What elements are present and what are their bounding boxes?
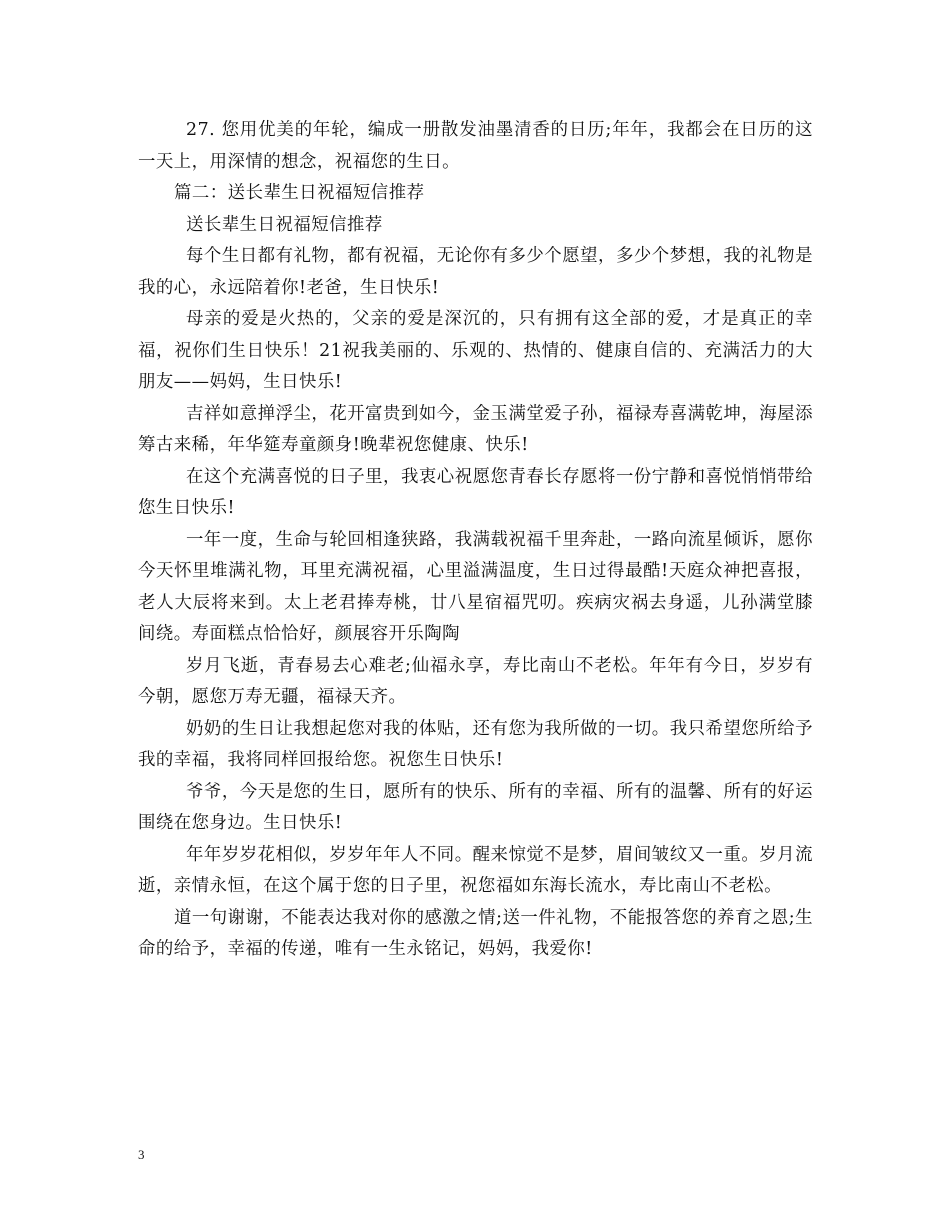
- page-number: 3: [138, 1147, 145, 1162]
- paragraph: 岁月飞逝，青春易去心难老;仙福永享，寿比南山不老松。年年有今日，岁岁有今朝，愿您万寿无疆，福禄天齐。: [138, 655, 813, 707]
- paragraph: 道一句谢谢，不能表达我对你的感激之情;送一件礼物，不能报答您的养育之恩;生命的给予，幸福的传递，唯有一生永铭记，妈妈，我爱你!: [138, 907, 813, 959]
- paragraph-27: 27. 您用优美的年轮，编成一册散发油墨清香的日历;年年，我都会在日历的这一天上，用深情的想念，祝福您的生日。: [138, 120, 813, 172]
- paragraph: 爷爷，今天是您的生日，愿所有的快乐、所有的幸福、所有的温馨、所有的好运围绕在您身边。生日快乐!: [138, 781, 813, 833]
- paragraph: 奶奶的生日让我想起您对我的体贴，还有您为我所做的一切。我只希望您所给予我的幸福，我将同样回报给您。祝您生日快乐!: [138, 718, 813, 770]
- paragraph: 在这个充满喜悦的日子里，我衷心祝愿您青春长存愿将一份宁静和喜悦悄悄带给您生日快乐!: [138, 466, 813, 518]
- paragraph: 吉祥如意掸浮尘，花开富贵到如今，金玉满堂爱子孙，福禄寿喜满乾坤，海屋添筹古来稀，年华筵寿童颜身!晚辈祝您健康、快乐!: [138, 403, 813, 455]
- document-body: [138, 115, 813, 966]
- section-heading: 篇二：送长辈生日祝福短信推荐: [174, 183, 425, 203]
- paragraph: 一年一度，生命与轮回相逢狭路，我满载祝福千里奔赴，一路向流星倾诉，愿你今天怀里堆满礼物，耳里充满祝福，心里溢满温度，生日过得最酷!天庭众神把喜报，老人大辰将来到。太上老君捧寿桃，廿八星宿福咒叨。疾病灾祸去身遥，儿孙满堂膝间绕。寿面糕点恰恰好，颜展容开乐陶陶: [138, 529, 813, 644]
- paragraph: 每个生日都有礼物，都有祝福，无论你有多少个愿望，多少个梦想，我的礼物是我的心，永远陪着你!老爸，生日快乐!: [138, 246, 813, 298]
- paragraph: 年年岁岁花相似，岁岁年年人不同。醒来惊觉不是梦，眉间皱纹又一重。岁月流逝，亲情永恒，在这个属于您的日子里，祝您福如东海长流水，寿比南山不老松。: [138, 844, 813, 896]
- section-title: 送长辈生日祝福短信推荐: [186, 214, 383, 235]
- paragraph: 母亲的爱是火热的，父亲的爱是深沉的，只有拥有这全部的爱，才是真正的幸福，祝你们生日快乐！21祝我美丽的、乐观的、热情的、健康自信的、充满活力的大朋友——妈妈，生日快乐!: [138, 309, 813, 392]
